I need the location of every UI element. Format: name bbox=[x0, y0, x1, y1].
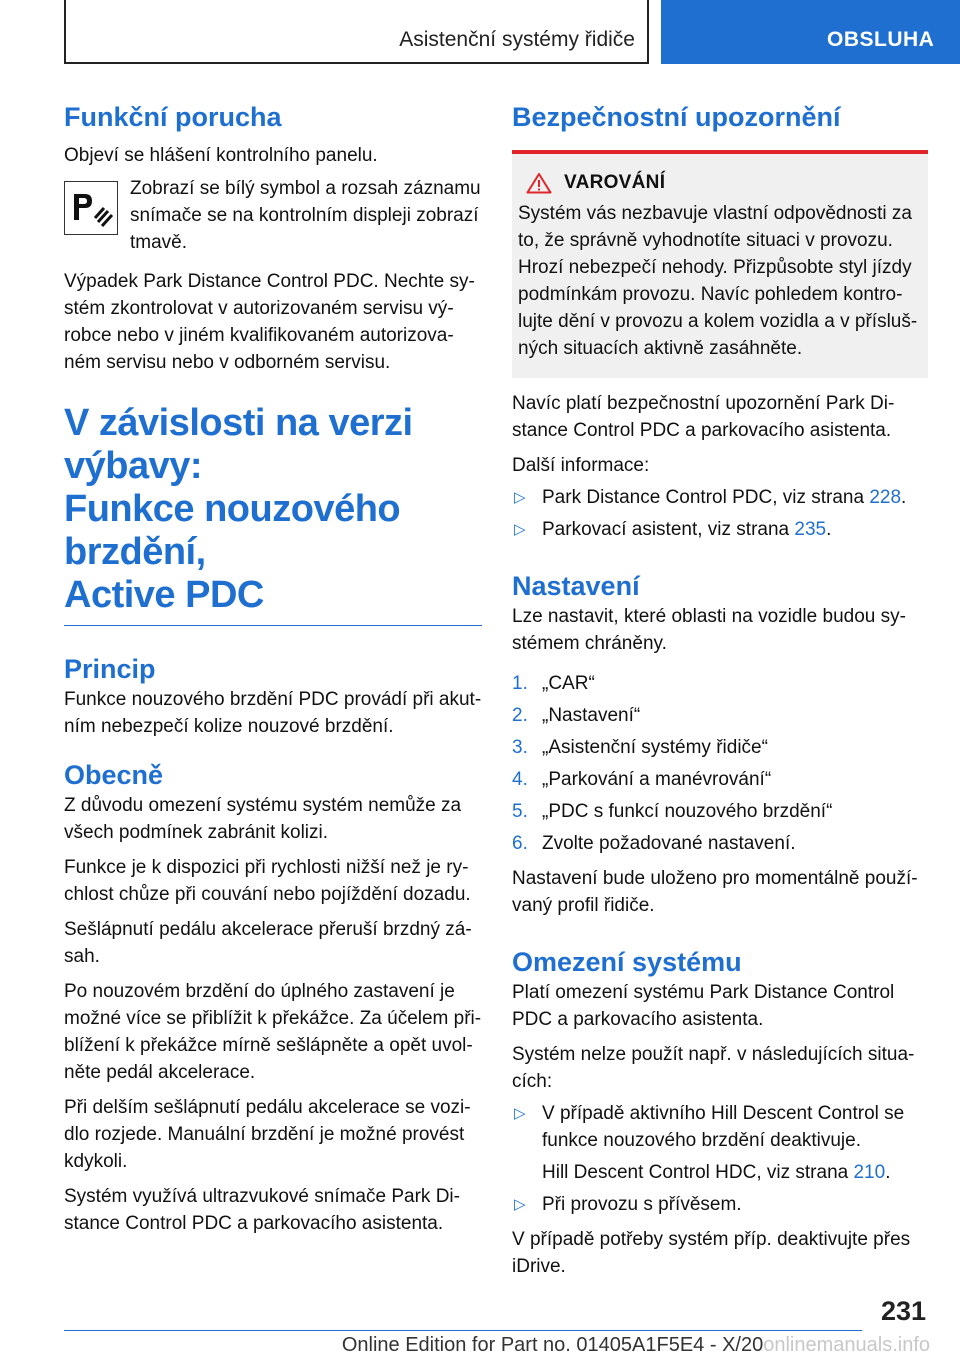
limits-paragraph-2: Systém nelze použít např. v následujících situacích: bbox=[512, 1044, 915, 1092]
header-frame bbox=[64, 0, 649, 64]
header-section-title: Asistenční systémy řidiče bbox=[399, 28, 635, 51]
principle-paragraph: Funkce nouzového brzdění PDC provádí při akutním nebezpečí kolize nouzové brzdění. bbox=[64, 689, 482, 737]
fault-icon-row bbox=[64, 175, 482, 256]
step-text: „Asistenční systémy řidiče“ bbox=[542, 737, 768, 758]
step-number: 4. bbox=[512, 769, 528, 790]
page-link-210[interactable]: 210 bbox=[853, 1162, 886, 1183]
safety-paragraph-1: Navíc platí bezpečnostní upozornění Park Distance Control PDC a parkovacího asistenta. bbox=[512, 393, 895, 441]
limits-paragraph-1: Platí omezení systému Park Distance Control PDC a parkovacího asistenta. bbox=[512, 982, 895, 1030]
triangle-bullet-icon: ▷ bbox=[514, 1196, 526, 1213]
limit-item-sub-end: . bbox=[885, 1162, 891, 1183]
info-list-item bbox=[512, 516, 930, 543]
general-paragraph-5: Při delším sešlápnutí pedálu akcelerace se vozidlo rozjede. Manuální brzdění je možné provést kdykoli. bbox=[64, 1097, 471, 1172]
footer-edition: Online Edition for Part no. 01405A1F5E4 - X/20 bbox=[341, 1334, 764, 1356]
settings-heading: Nastavení bbox=[512, 571, 640, 601]
limit-list-item bbox=[512, 1191, 930, 1218]
warning-box bbox=[512, 150, 928, 378]
general-paragraph-6: Systém využívá ultrazvukové snímače Park Distance Control PDC a parkovacího asistenta. bbox=[64, 1186, 460, 1234]
fault-heading: Funkční porucha bbox=[64, 102, 282, 132]
page-link-235[interactable]: 235 bbox=[794, 519, 827, 540]
step-text: „Parkování a manévrování“ bbox=[542, 769, 772, 790]
step-number: 5. bbox=[512, 801, 528, 822]
step-text: „PDC s funkcí nouzového brzdění“ bbox=[542, 801, 833, 822]
step-number: 3. bbox=[512, 737, 528, 758]
safety-paragraph-2: Další informace: bbox=[512, 455, 650, 476]
header-tab: OBSLUHA bbox=[661, 0, 960, 64]
limits-heading: Omezení systému bbox=[512, 947, 742, 977]
footer-host-watermark: onlinemanuals.info bbox=[763, 1334, 930, 1356]
main-heading-line-3: Active PDC bbox=[64, 574, 264, 616]
step-number: 6. bbox=[512, 833, 528, 854]
general-paragraph-4: Po nouzovém brzdění do úplného zastavení je možné více se přiblížit k překážce. Za účelem přiblížení k překážce mírně sešlápněte a opět uvolněte pedál akcelerace. bbox=[64, 981, 482, 1083]
step-text: „Nastavení“ bbox=[542, 705, 641, 726]
triangle-bullet-icon: ▷ bbox=[514, 1105, 526, 1122]
info-list-item bbox=[512, 484, 930, 511]
warning-header bbox=[518, 172, 922, 194]
footer-rule bbox=[64, 1330, 862, 1331]
safety-heading: Bezpečnostní upozornění bbox=[512, 102, 841, 132]
left-column bbox=[64, 100, 482, 1237]
step-text: Zvolte požadované nastavení. bbox=[542, 833, 796, 854]
limit-list-item bbox=[512, 1100, 930, 1154]
info-item-text: Park Distance Control PDC, viz strana bbox=[542, 487, 870, 508]
step-item bbox=[512, 798, 930, 825]
page-link-228[interactable]: 228 bbox=[869, 487, 902, 508]
triangle-bullet-icon: ▷ bbox=[514, 489, 526, 506]
main-heading-line-2: Funkce nouzového brzdění, bbox=[64, 488, 401, 573]
main-heading-line-1: V závislosti na verzi výbavy: bbox=[64, 402, 413, 487]
pdc-sensor-icon bbox=[64, 181, 118, 235]
step-text: „CAR“ bbox=[542, 673, 595, 694]
step-number: 2. bbox=[512, 705, 528, 726]
fault-icon-text: Zobrazí se bílý symbol a rozsah záznamu snímače se na kontrolním displeji zobrazí tmavě. bbox=[130, 178, 481, 253]
page-number: 231 bbox=[880, 1296, 926, 1326]
right-column bbox=[512, 100, 930, 1280]
fault-paragraph-2: Výpadek Park Distance Control PDC. Nechte systém zkontrolovat v autorizovaném servisu výrobce nebo v jiném kvalifikovaném autorizovaném servisu nebo v odborném servisu. bbox=[64, 271, 475, 373]
warning-title: VAROVÁNÍ bbox=[564, 172, 666, 193]
general-heading: Obecně bbox=[64, 760, 164, 790]
limits-paragraph-3: V případě potřeby systém příp. deaktivujte přes iDrive. bbox=[512, 1229, 911, 1277]
step-item bbox=[512, 670, 930, 697]
step-item bbox=[512, 702, 930, 729]
principle-heading: Princip bbox=[64, 654, 156, 684]
general-paragraph-2: Funkce je k dispozici při rychlosti nižší než je rychlost chůze při couvání nebo pojíždění dozadu. bbox=[64, 857, 471, 905]
limit-item-subline bbox=[512, 1159, 930, 1186]
fault-paragraph-1: Objeví se hlášení kontrolního panelu. bbox=[64, 145, 378, 166]
warning-triangle-icon bbox=[526, 172, 552, 194]
step-item bbox=[512, 830, 930, 857]
limit-item-text: V případě aktivního Hill Descent Control se funkce nouzového brzdění deaktivuje. bbox=[542, 1103, 905, 1151]
settings-paragraph-2: Nastavení bude uloženo pro momentálně používaný profil řidiče. bbox=[512, 868, 918, 916]
info-item-text: Parkovací asistent, viz strana bbox=[542, 519, 795, 540]
warning-text: Systém vás nezbavuje vlastní odpovědnosti za to, že správně vyhodnotíte situaci v provozu. Hrozí nebezpečí nehody. Přizpůsobte styl jízdy podmínkám provozu. Navíc pohledem kontrolujte dění v provozu a kolem vozidla a v příslušných situacích aktivně zasáhněte. bbox=[518, 203, 918, 359]
limit-item-sub-text: Hill Descent Control HDC, viz strana bbox=[542, 1162, 854, 1183]
info-item-end: . bbox=[901, 487, 907, 508]
general-paragraph-1: Z důvodu omezení systému systém nemůže za všech podmínek zabránit kolizi. bbox=[64, 795, 462, 843]
step-item bbox=[512, 734, 930, 761]
limit-item-text: Při provozu s přívěsem. bbox=[542, 1194, 742, 1215]
info-item-end: . bbox=[826, 519, 832, 540]
general-paragraph-3: Sešlápnutí pedálu akcelerace přeruší brzdný zásah. bbox=[64, 919, 472, 967]
footer-edition-line bbox=[342, 1334, 930, 1357]
settings-paragraph-1: Lze nastavit, které oblasti na vozidle budou systémem chráněny. bbox=[512, 606, 906, 654]
step-number: 1. bbox=[512, 673, 528, 694]
step-item bbox=[512, 766, 930, 793]
triangle-bullet-icon: ▷ bbox=[514, 521, 526, 538]
